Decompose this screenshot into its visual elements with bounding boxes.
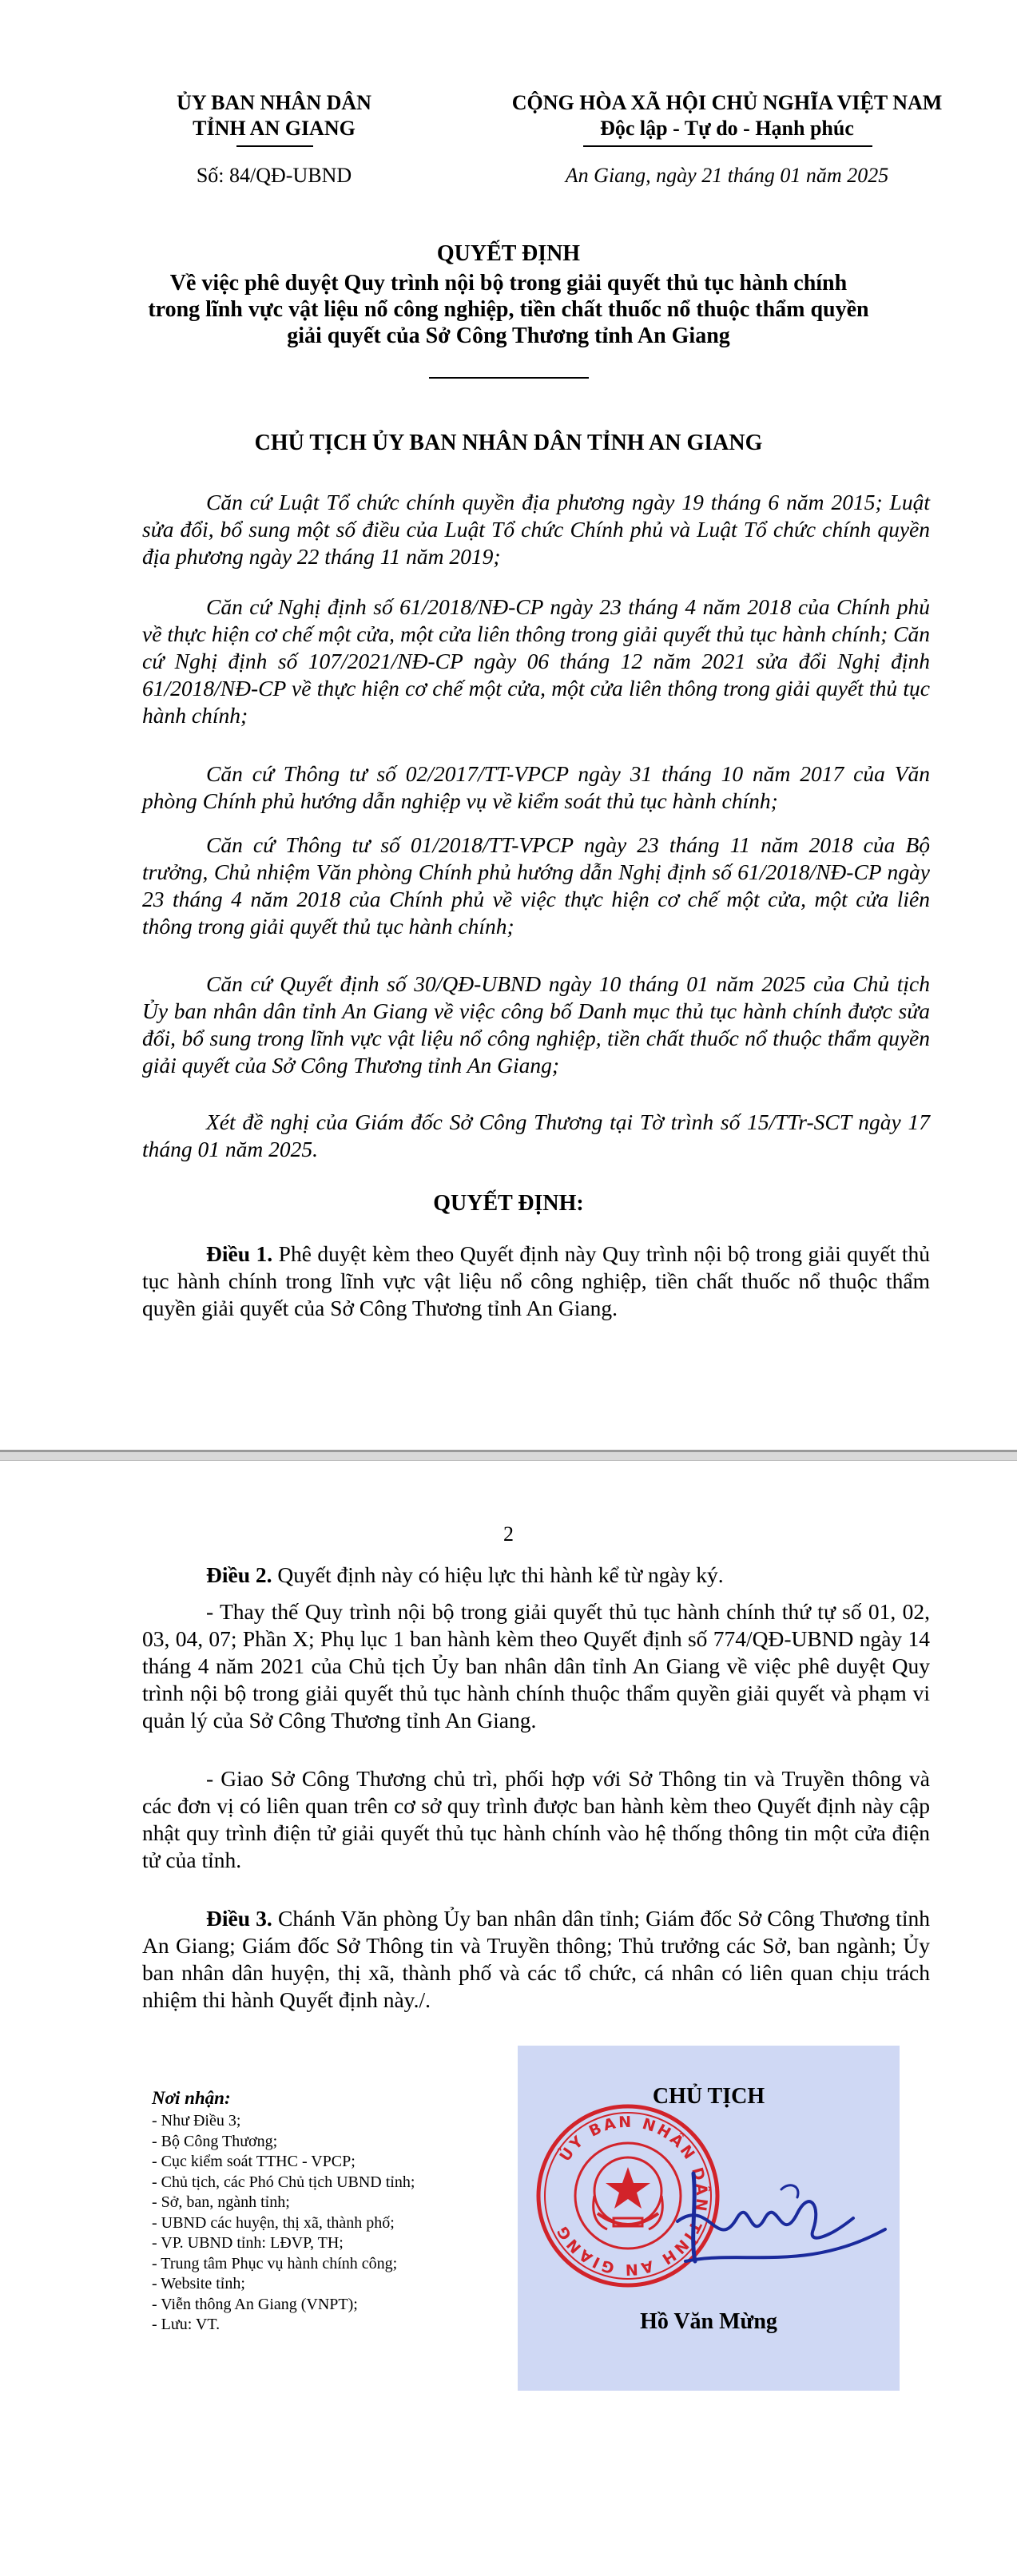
article-3-text: Chánh Văn phòng Ủy ban nhân dân tỉnh; Giám đốc Sở Công Thương tỉnh An Giang; Giám đốc Sở Thông tin và Truyền thông; Thủ trưởng các Sở, ban ngành; Ủy ban nhân dân huyện, thị xã, thành phố và các tổ chức, cá nhân có liên quan chịu trách nhiệm thi hành Quyết định này./. [142,1906,931,2012]
article-3-label: Điều 3. [206,1906,272,1931]
subject-underline [429,377,589,379]
org-underline [236,145,313,147]
recipient-item: - Cục kiểm soát TTHC - VPCP; [152,2153,356,2170]
article-1-text: Phê duyệt kèm theo Quyết định này Quy trình nội bộ trong giải quyết thủ tục hành chính trong lĩnh vực vật liệu nổ công nghiệp, tiền chất thuốc nổ thuộc thẩm quyền giải quyết của Sở Công Thương tỉnh An Giang. [142,1241,930,1320]
signer-name: Hồ Văn Mừng [640,2309,777,2334]
motto-underline [583,145,872,147]
national-motto-line1: CỘNG HÒA XÃ HỘI CHỦ NGHĨA VIỆT NAM [511,91,943,114]
recipient-item: - Chủ tịch, các Phó Chủ tịch UBND tỉnh; [152,2173,415,2191]
document-subject [0,270,1017,349]
recipient-item: - Trung tâm Phục vụ hành chính công; [152,2254,398,2272]
national-motto-line2: Độc lập - Tự do - Hạnh phúc [600,117,854,140]
recipient-item: - VP. UBND tỉnh: LĐVP, TH; [152,2234,344,2252]
recipient-item: - Lưu: VT. [152,2316,220,2333]
recipients-list [152,2111,495,2336]
signature-block [518,2046,900,2391]
handwritten-signature-icon [661,2141,901,2301]
recipient-item: - Sở, ban, ngành tỉnh; [152,2193,290,2211]
article-2-item: - Thay thế Quy trình nội bộ trong giải quyết thủ tục hành chính thứ tự số 01, 02, 03, 04, 07; Phần X; Phụ lục 1 ban hành kèm theo Quyết định số 774/QĐ-UBND ngày 14 tháng 4 năm 2021 của Chủ tịch Ủy ban nhân dân tỉnh An Giang về việc phê duyệt Quy trình nội bộ trong giải quyết thủ tục hành chính thuộc thẩm quyền giải quyết và phạm vi quản lý của Sở Công Thương tỉnh An Giang. [142,1599,930,1733]
document-number: Số: 84/QĐ-UBND [196,164,352,187]
recipient-item: - Website tỉnh; [152,2275,245,2292]
issuing-org-line1: ỦY BAN NHÂN DÂN [177,91,371,114]
recipient-item: - Bộ Công Thương; [152,2132,278,2150]
issuing-org-line2: TỈNH AN GIANG [193,117,356,140]
recipients-block [152,2087,495,2336]
seal-text: ỦY BAN NHÂN DÂN TỈNH AN GIANG [552,2113,711,2279]
article-1 [142,1240,930,1322]
basis-paragraph: Căn cứ Nghị định số 61/2018/NĐ-CP ngày 23 tháng 4 năm 2018 của Chính phủ về thực hiện cơ chế một cửa, một cửa liên thông trong giải quyết thủ tục hành chính; Căn cứ Nghị định số 107/2021/NĐ-CP ngày 06 tháng 12 năm 2021 sửa đổi Nghị định 61/2018/NĐ-CP về thực hiện cơ chế một cửa, một cửa liên thông trong giải quyết thủ tục hành chính; [142,594,930,728]
place-date: An Giang, ngày 21 tháng 01 năm 2025 [565,164,889,187]
basis-paragraph: Căn cứ Quyết định số 30/QĐ-UBND ngày 10 tháng 01 năm 2025 của Chủ tịch Ủy ban nhân dân tỉnh An Giang về việc công bố Danh mục thủ tục hành chính được sửa đổi, bổ sung trong lĩnh vực vật liệu nổ công nghiệp, tiền chất thuốc nổ thuộc thẩm quyền giải quyết của Sở Công Thương tỉnh An Giang; [142,971,930,1078]
recipient-item: - UBND các huyện, thị xã, thành phố; [152,2213,395,2232]
national-motto [479,90,975,141]
recipient-item: - Như Điều 3; [152,2112,241,2129]
page-separator [0,1450,1017,1461]
decision-heading: QUYẾT ĐỊNH: [433,1191,584,1216]
article-1-label: Điều 1. [206,1241,273,1266]
basis-paragraph: Xét đề nghị của Giám đốc Sở Công Thương tại Tờ trình số 15/TTr-SCT ngày 17 tháng 01 năm 2025. [142,1109,930,1161]
basis-paragraph: Căn cứ Luật Tổ chức chính quyền địa phương ngày 19 tháng 6 năm 2015; Luật sửa đổi, bổ sung một số điều của Luật Tổ chức Chính phủ và Luật Tổ chức chính quyền địa phương ngày 22 tháng 11 năm 2019; [142,490,930,569]
recipients-heading: Nơi nhận: [152,2088,231,2108]
signer-title: CHỦ TỊCH [652,2084,765,2109]
recipient-item: - Viễn thông An Giang (VNPT); [152,2295,358,2313]
article-3 [142,1905,930,2014]
basis-paragraph: Căn cứ Thông tư số 01/2018/TT-VPCP ngày 23 tháng 11 năm 2018 của Bộ trưởng, Chủ nhiệm Văn phòng Chính phủ hướng dẫn Nghị định số 61/2018/NĐ-CP ngày 23 tháng 4 năm 2018 của Chính phủ về việc thực hiện cơ chế một cửa, một cửa liên thông trong giải quyết thủ tục hành chính; [142,832,930,939]
basis-paragraph: Căn cứ Thông tư số 02/2017/TT-VPCP ngày 31 tháng 10 năm 2017 của Văn phòng Chính phủ hướng dẫn nghiệp vụ về kiểm soát thủ tục hành chính; [142,761,930,813]
article-2-label: Điều 2. [206,1562,272,1587]
document-title: QUYẾT ĐỊNH [436,241,581,266]
subject-line2: trong lĩnh vực vật liệu nổ công nghiệp, tiền chất thuốc nổ thuộc thẩm quyền [148,297,869,322]
article-2-text: Quyết định này có hiệu lực thi hành kể từ ngày ký. [272,1562,724,1587]
page-number: 2 [503,1522,514,1546]
issuing-org [142,90,406,141]
subject-line3: giải quyết của Sở Công Thương tỉnh An Giang [287,323,730,348]
article-2-item: - Giao Sở Công Thương chủ trì, phối hợp với Sở Thông tin và Truyền thông và các đơn vị có liên quan trên cơ sở quy trình được ban hành kèm theo Quyết định này cập nhật quy trình điện tử giải quyết thủ tục hành chính vào hệ thống thông tin một cửa điện tử của tỉnh. [142,1766,930,1872]
subject-line1: Về việc phê duyệt Quy trình nội bộ trong giải quyết thủ tục hành chính [169,271,848,296]
issuing-authority: CHỦ TỊCH ỦY BAN NHÂN DÂN TỈNH AN GIANG [254,431,763,455]
article-2 [142,1562,930,1589]
